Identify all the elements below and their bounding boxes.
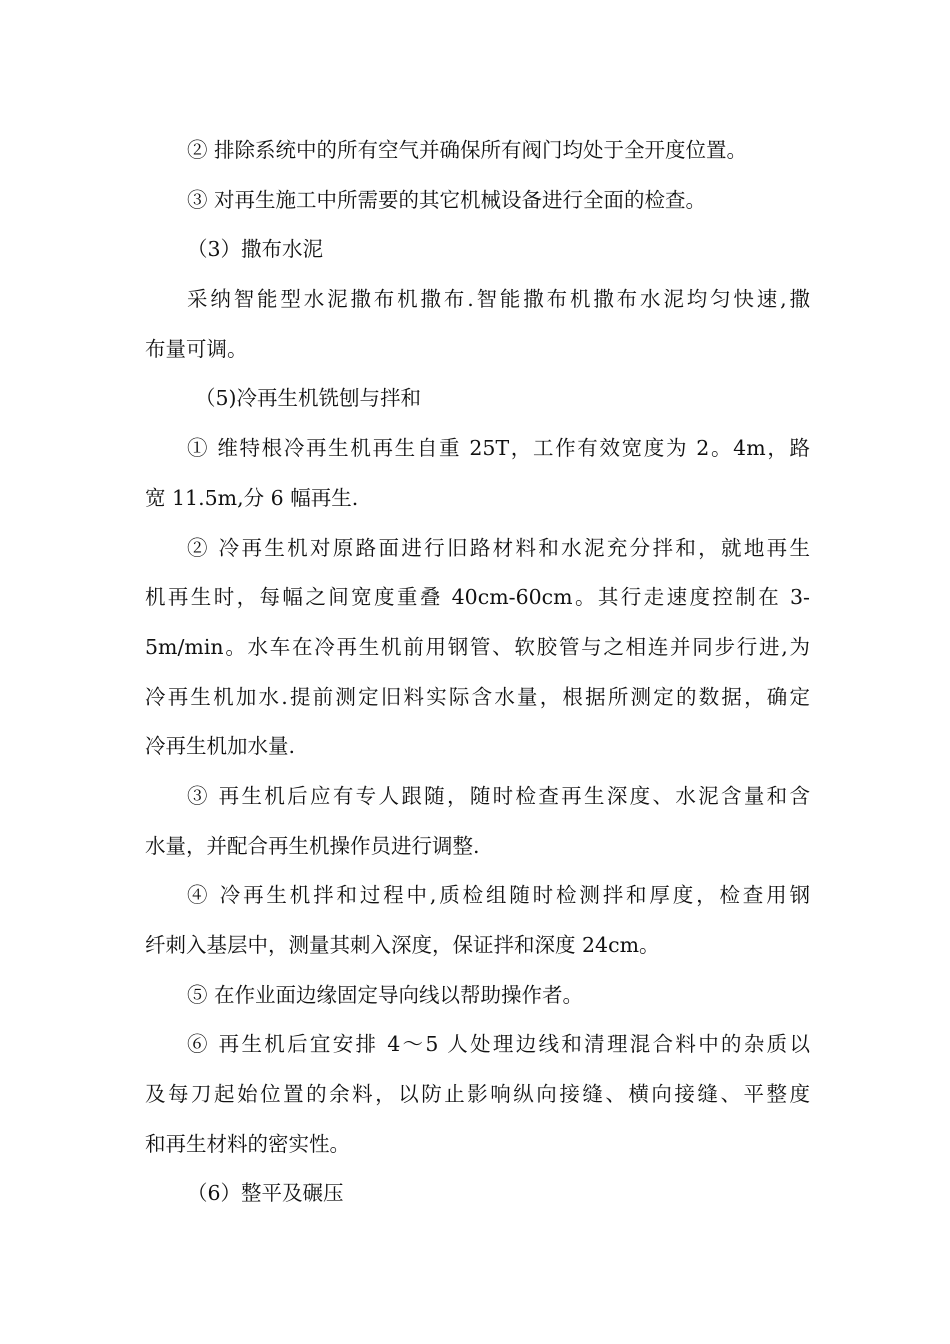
text-line: 采纳智能型水泥撒布机撒布.智能撒布机撒布水泥均匀快速,撒 — [187, 287, 810, 312]
text-line: 机再生时，每幅之间宽度重叠 40cm-60cm。其行走速度控制在 3- — [145, 585, 810, 610]
text-line: 及每刀起始位置的余料，以防止影响纵向接缝、横向接缝、平整度 — [145, 1082, 810, 1107]
text-line: ③ 再生机后应有专人跟随，随时检查再生深度、水泥含量和含 — [187, 783, 810, 808]
text-line: 纤刺入基层中，测量其刺入深度，保证拌和深度 24cm。 — [145, 933, 660, 957]
text-line: 水量，并配合再生机操作员进行调整. — [145, 833, 480, 858]
text-line: 宽 11.5m,分 6 幅再生. — [145, 485, 359, 510]
text-line: （5)冷再生机铣刨与拌和 — [195, 386, 422, 411]
text-line: ② 冷再生机对原路面进行旧路材料和水泥充分拌和，就地再生 — [187, 535, 810, 560]
text-line: ⑥ 再生机后宜安排 4～5 人处理边线和清理混合料中的杂质以 — [187, 1032, 810, 1057]
text-line: （3）撒布水泥 — [187, 237, 324, 262]
document-body — [145, 126, 810, 1219]
text-line: 和再生材料的密实性。 — [145, 1131, 350, 1156]
text-line: 5m/min。水车在冷再生机前用钢管、软胶管与之相连并同步行进,为 — [145, 634, 810, 659]
text-line: ⑤ 在作业面边缘固定导向线以帮助操作者。 — [187, 982, 584, 1007]
text-line: 布量可调。 — [145, 336, 248, 361]
text-line: ① 维特根冷再生机再生自重 25T，工作有效宽度为 2。4m，路 — [187, 436, 810, 461]
text-line: ④ 冷再生机拌和过程中,质检组随时检测拌和厚度，检查用钢 — [187, 883, 810, 908]
text-line: 冷再生机加水.提前测定旧料实际含水量，根据所测定的数据，确定 — [145, 684, 810, 709]
text-line: （6）整平及碾压 — [187, 1181, 344, 1206]
text-line: ② 排除系统中的所有空气并确保所有阀门均处于全开度位置。 — [187, 138, 748, 162]
text-line: 冷再生机加水量. — [145, 734, 296, 759]
text-line: ③ 对再生施工中所需要的其它机械设备进行全面的检查。 — [187, 187, 707, 212]
